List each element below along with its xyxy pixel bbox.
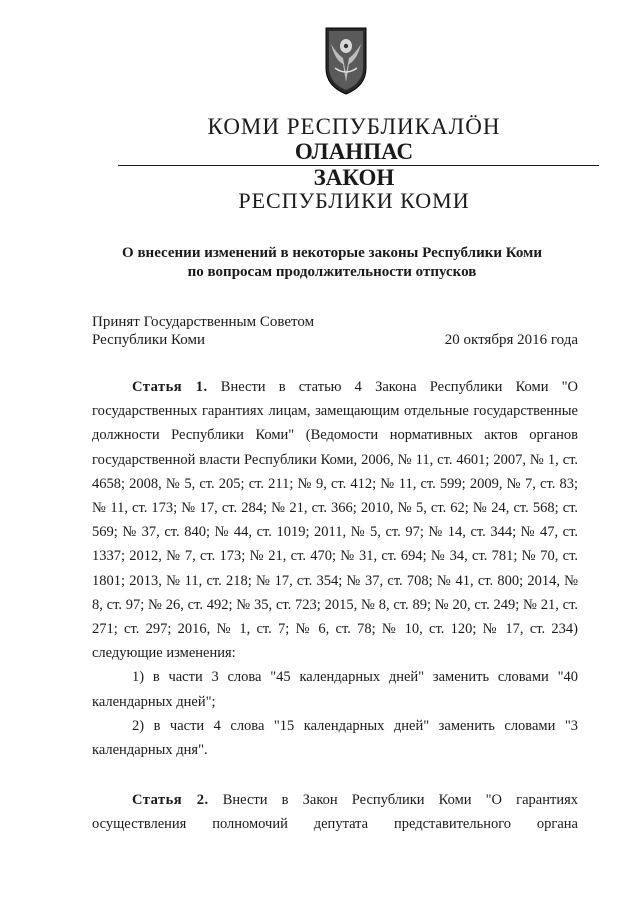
- adopted-by: [92, 313, 314, 349]
- law-title-line2: по вопросам продолжительности отпусков: [187, 264, 477, 280]
- article-1-item-2: 2) в части 4 слова "15 календарных дней" заменить словами "3 календарных дня".: [92, 717, 578, 759]
- coat-of-arms-icon: [323, 24, 369, 96]
- article-2-label: Статья 2.: [132, 792, 209, 808]
- article-1-paragraph: [92, 375, 578, 665]
- header-zakon: ЗАКОН: [313, 165, 395, 190]
- adopted-line1: Принят Государственным Советом: [92, 314, 315, 330]
- article-2-text-line2: осуществления полномочий депутата представительного органа: [92, 816, 578, 833]
- article-1-text: Внести в статью 4 Закона Республики Коми "О государственных гарантиях лицам, замещающим отдельные государственные должности Республики Коми" (Ведомости нормативных актов органов государственной власти Республики Коми, 2006, № 11, ст. 4601; 2007, № 1, ст. 4658; 2008, № 5, ст. 205; ст. 211; № 9, ст. 412; № 11, ст. 599; 2009, № 7, ст. 83; № 11, ст. 173; № 17, ст. 284; № 21, ст. 366; 2010, № 5, ст. 62; № 24, ст. 568; ст. 569; № 37, ст. 840; № 44, ст. 1019; 2011, № 5, ст. 97; № 14, ст. 344; № 47, ст. 1337; 2012, № 7, ст. 173; № 21, ст. 470; № 31, ст. 694; № 34, ст. 781; № 70, ст. 1801; 2013, № 11, ст. 218; № 17, ст. 354; № 37, ст. 708; № 41, ст. 800; 2014, № 8, ст. 97; № 26, ст. 492; № 35, ст. 723; 2015, № 8, ст. 89; № 20, ст. 249; № 21, ст. 271; ст. 297; 2016, № 1, ст. 7; № 6, ст. 78; № 10, ст. 120; № 17, ст. 234) следующие изменения:: [92, 379, 579, 662]
- adoption-date: 20 октября 2016 года: [444, 332, 578, 348]
- adopted-line2: Республики Коми: [92, 332, 205, 348]
- header-olanpas: ОЛАНПАС: [294, 139, 414, 164]
- article-2-paragraph: [92, 788, 578, 836]
- law-title-line1: О внесении изменений в некоторые законы Республики Коми: [122, 245, 542, 261]
- article-1-item-1: 1) в части 3 слова "45 календарных дней" заменить словами "40 календарных дней";: [92, 669, 578, 710]
- header-komi-line: КОМИ РЕСПУБЛИКАЛÖН: [207, 114, 501, 139]
- article-2-text-line1: Внести в Закон Республики Коми "О гарантиях: [222, 792, 579, 808]
- article-1-label: Статья 1.: [132, 379, 208, 395]
- article-1: [92, 375, 578, 762]
- article-2: [92, 788, 578, 836]
- law-title: [92, 244, 572, 282]
- header-respubliki: РЕСПУБЛИКИ КОМИ: [238, 188, 470, 213]
